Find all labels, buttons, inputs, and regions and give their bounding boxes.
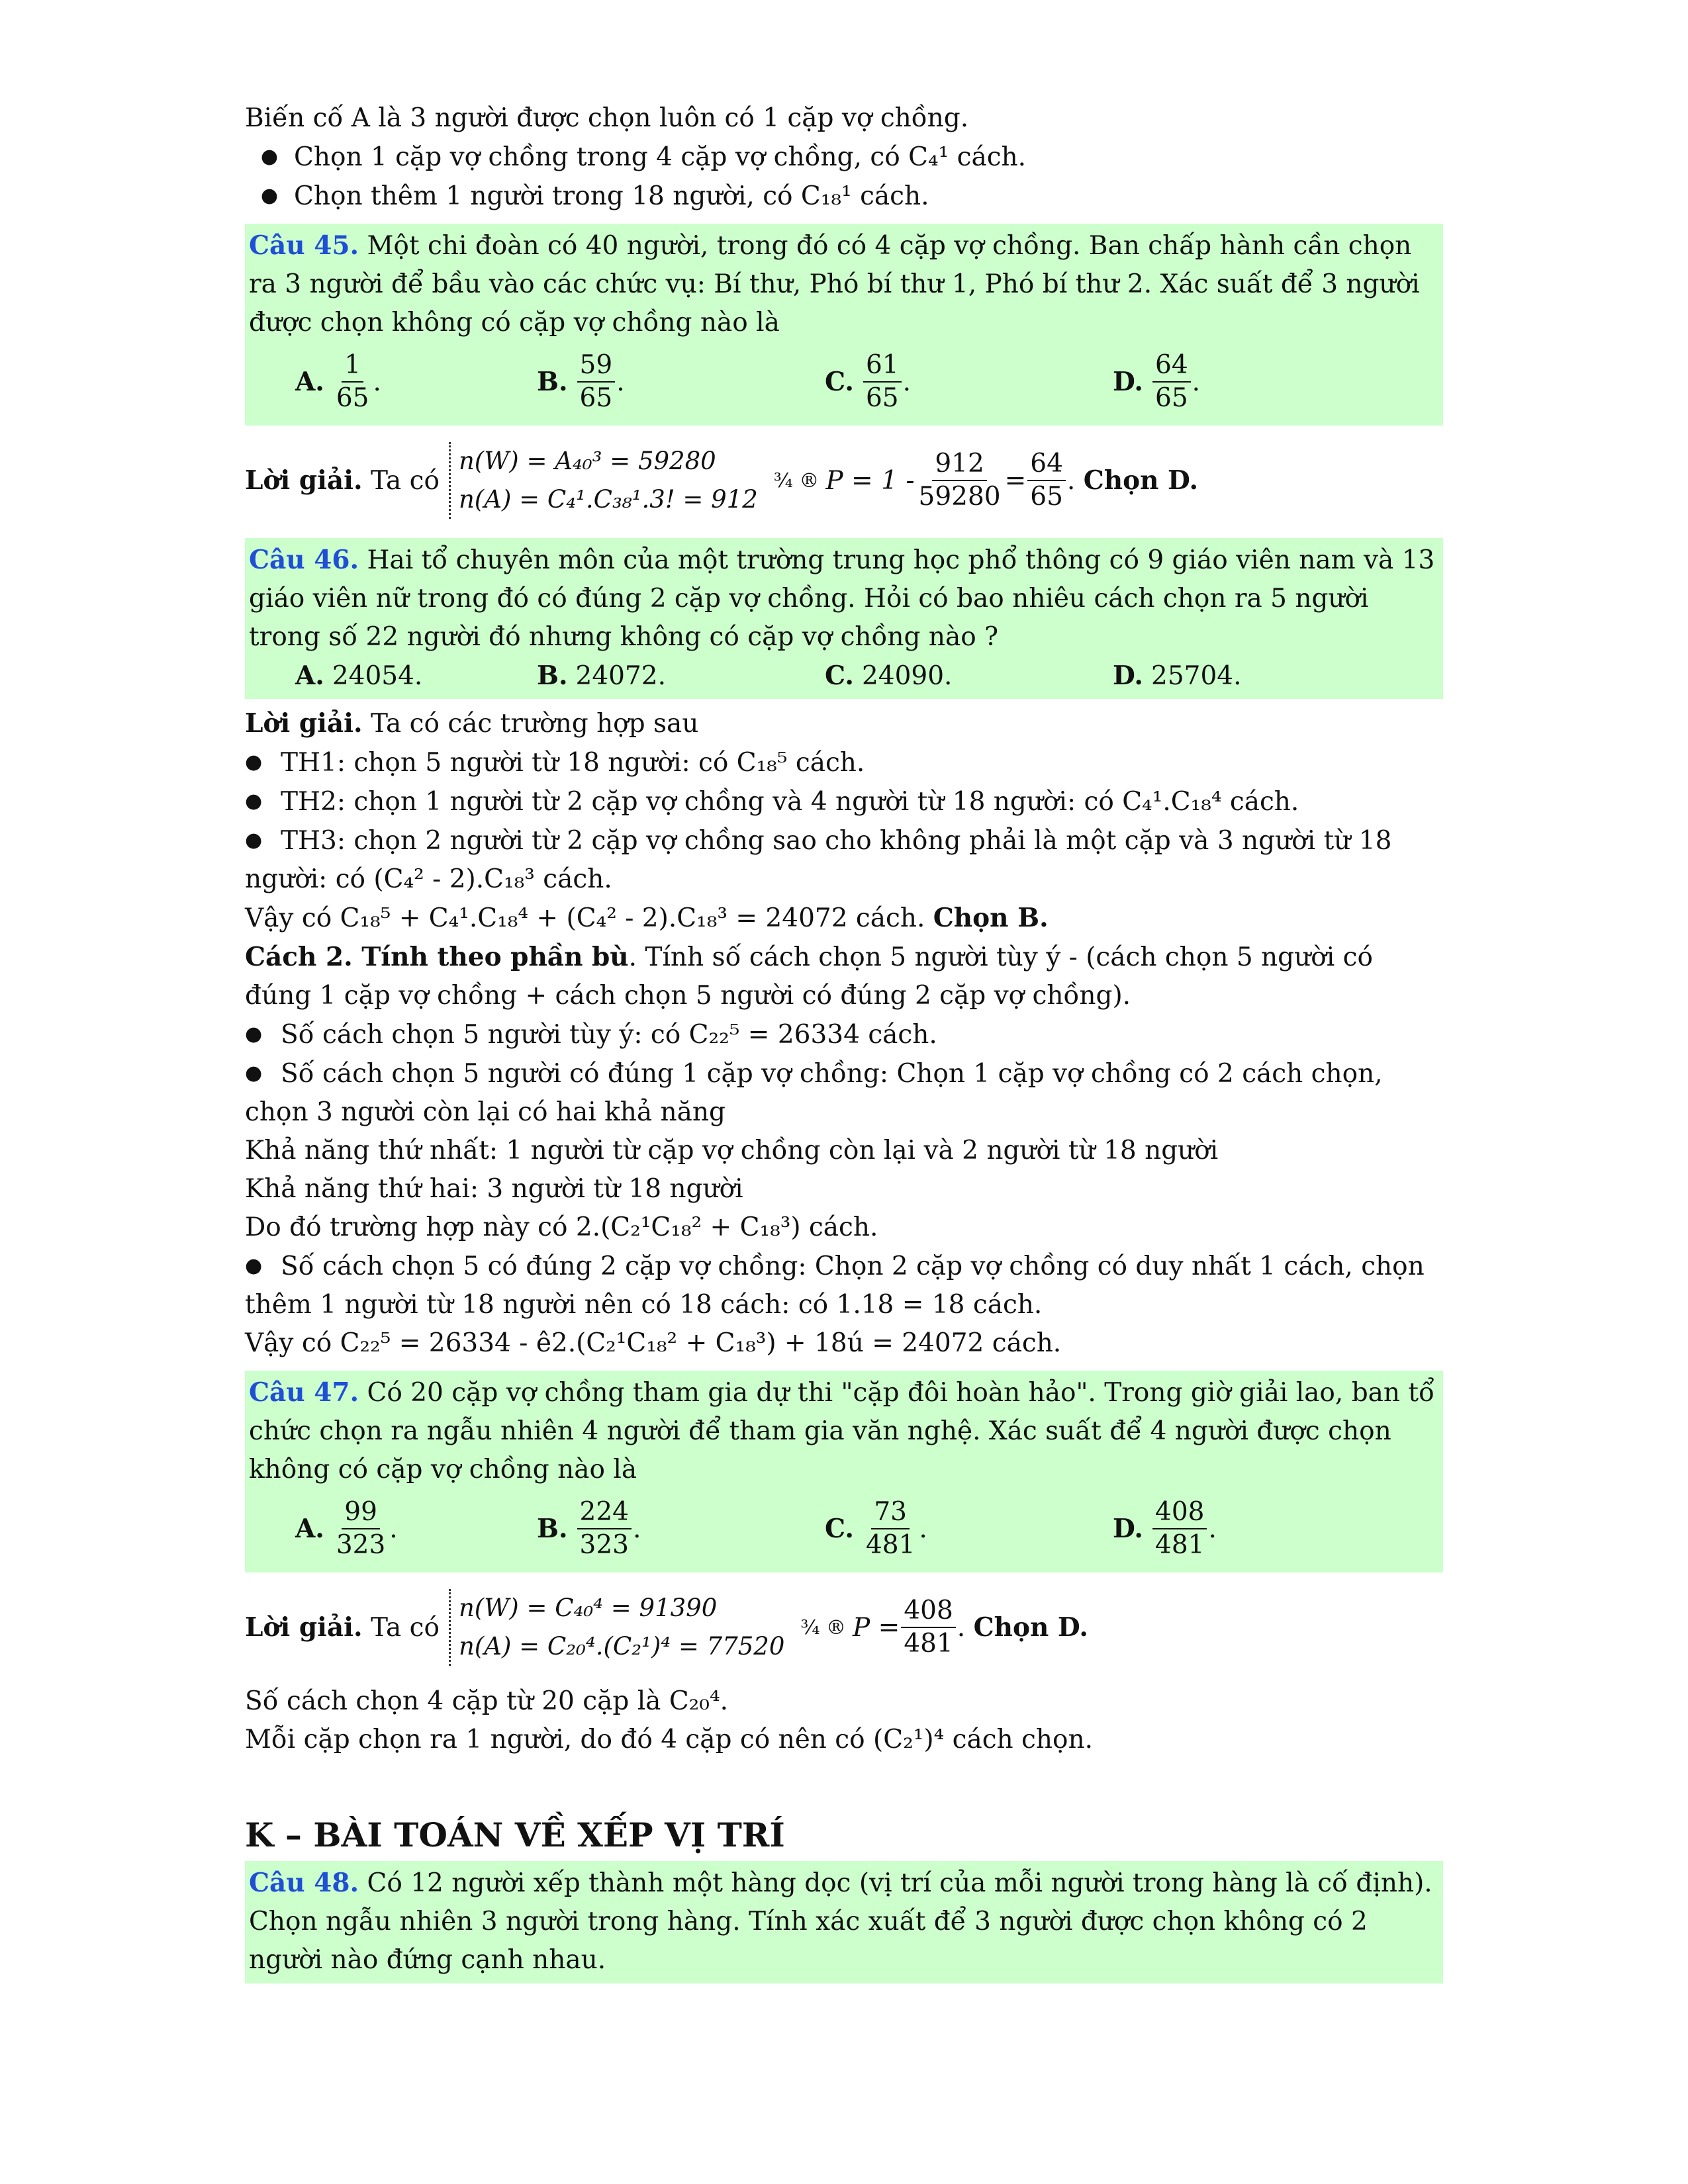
question-47-note-1: Số cách chọn 4 cặp từ 20 cặp là C₂₀⁴. [245,1686,728,1716]
question-47-options [249,1489,1439,1569]
option-c: C. 24090. [825,660,953,691]
option-d: D. $\frac{64}{65}$ . [1113,350,1201,413]
bullet-icon: ● [245,790,263,813]
option-b: B. 24072. [537,660,667,691]
question-46-options [249,657,1439,695]
question-47-block [245,1371,1443,1572]
possibility-1: Khả năng thứ nhất: 1 người từ cặp vợ chồng còn lại và 2 người từ 18 người [245,1136,1219,1165]
option-a: A. $\frac{1}{65}$ . [295,350,381,413]
intro-bullet-1: ● Chọn 1 cặp vợ chồng trong 4 cặp vợ chồng, có C₄¹ cách. [245,138,1443,177]
method-2-bullet-3: ● Số cách chọn 5 có đúng 2 cặp vợ chồng: Chọn 2 cặp vợ chồng có duy nhất 1 cách, chọn thêm 1 người từ 18 người nên có 18 cách: có 1.18 = 18 cách. [245,1247,1443,1324]
implies-symbol: ¾ ® [800,1615,846,1639]
fraction: $\frac{64}{65}$ [1027,448,1066,513]
question-47-text: Câu 47. Có 20 cặp vợ chồng tham gia dự thi "cặp đôi hoàn hảo". Trong giờ giải lao, ban tổ chức chọn ra ngẫu nhiên 4 người để tham gia văn nghệ. Xác suất để 4 người được chọn không có cặp vợ chồng nào là [249,1377,1434,1484]
question-label: Câu 46. [249,545,359,575]
question-47-solution: Lời giải. Ta có n(W) = C₄₀⁴ = 91390 n(A) = C₂₀⁴.(C₂¹)⁴ = 77520 ¾ ® P = $\frac{408}{481}$ . Chọn D. [245,1578,1443,1677]
option-b: B. $\frac{224}{323}$ . [537,1497,641,1560]
question-46-solution-intro: Lời giải. Ta có các trường hợp sau [245,708,699,739]
intro-line: Biến cố A là 3 người được chọn luôn có 1 cặp vợ chồng. [245,103,969,133]
implies-symbol: ¾ ® [773,469,820,492]
option-c: C. $\frac{73}{481}$ . [825,1497,927,1560]
bullet-icon: ● [245,1062,263,1085]
bullet-icon: ● [245,1254,263,1277]
intro-bullet-2: ● Chọn thêm 1 người trong 18 người, có C₁₈¹ cách. [245,177,1443,216]
equation-system: n(W) = C₄₀⁴ = 91390 n(A) = C₂₀⁴.(C₂¹)⁴ = 77520 [449,1589,784,1666]
option-b: B. $\frac{59}{65}$ . [537,350,625,413]
bullet-icon: ● [245,751,263,774]
bullet-icon: ● [260,184,279,207]
question-45-text: Câu 45. Một chi đoàn có 40 người, trong đó có 4 cặp vợ chồng. Ban chấp hành cần chọn ra 3 người để bầu vào các chức vụ: Bí thư, Phó bí thư 1, Phó bí thư 2. Xác suất để 3 người được chọn không có cặp vợ chồng nào là [249,230,1420,338]
method-2-conclusion: Vậy có C₂₂⁵ = 26334 - ê2.(C₂¹C₁₈² + C₁₈³) + 18ú = 24072 cách. [245,1328,1062,1358]
case-2: ● TH2: chọn 1 người từ 2 cặp vợ chồng và 4 người từ 18 người: có C₄¹.C₁₈⁴ cách. [245,782,1443,821]
bullet-icon: ● [245,829,263,852]
question-48-text: Câu 48. Có 12 người xếp thành một hàng dọc (vị trí của mỗi người trong hàng là cố định). Chọn ngẫu nhiên 3 người trong hàng. Tính xác xuất để 3 người được chọn không có 2 người nào đứng cạnh nhau. [249,1868,1432,1975]
question-label: Câu 48. [249,1868,359,1898]
fraction: $\frac{408}{481}$ [901,1595,955,1660]
possibility-2: Khả năng thứ hai: 3 người từ 18 người [245,1174,743,1204]
option-d: D. 25704. [1113,660,1242,691]
question-46-block [245,538,1443,699]
question-46-text: Câu 46. Hai tổ chuyên môn của một trường trung học phổ thông có 9 giáo viên nam và 13 giáo viên nữ trong đó có đúng 2 cặp vợ chồng. Hỏi có bao nhiêu cách chọn ra 5 người trong số 22 người đó nhưng không có cặp vợ chồng nào ? [249,545,1435,652]
question-48-block [245,1861,1443,1983]
question-label: Câu 45. [249,230,359,261]
question-label: Câu 47. [249,1377,359,1408]
bullet-icon: ● [245,1023,263,1046]
question-45-solution: Lời giải. Ta có n(W) = A₄₀³ = 59280 n(A) = C₄¹.C₃₈¹.3! = 912 ¾ ® P = 1 - $\frac{912}{59280}$ = $\frac{64}{65}$ . Chọn D. [245,431,1443,530]
section-heading: K – BÀI TOÁN VỀ XẾP VỊ TRÍ [245,1815,785,1854]
case-count: Do đó trường hợp này có 2.(C₂¹C₁₈² + C₁₈³) cách. [245,1212,878,1242]
question-47-note-2: Mỗi cặp chọn ra 1 người, do đó 4 cặp có nên có (C₂¹)⁴ cách chọn. [245,1725,1094,1754]
method-2: Cách 2. Tính theo phần bù. Tính số cách chọn 5 người tùy ý - (cách chọn 5 người có đúng 1 cặp vợ chồng + cách chọn 5 người có đúng 2 cặp vợ chồng). [245,942,1373,1011]
question-46-conclusion: Vậy có C₁₈⁵ + C₄¹.C₁₈⁴ + (C₄² - 2).C₁₈³ = 24072 cách. Chọn B. [245,903,1049,933]
option-a: A. $\frac{99}{323}$ . [295,1497,398,1560]
case-3: ● TH3: chọn 2 người từ 2 cặp vợ chồng sao cho không phải là một cặp và 3 người từ 18 người: có (C₄² - 2).C₁₈³ cách. [245,821,1443,899]
equation-system: n(W) = A₄₀³ = 59280 n(A) = C₄¹.C₃₈¹.3! = 912 [449,442,758,519]
option-c: C. $\frac{61}{65}$ . [825,350,911,413]
option-a: A. 24054. [295,660,423,691]
question-45-options [249,342,1439,422]
case-1: ● TH1: chọn 5 người từ 18 người: có C₁₈⁵ cách. [245,743,1443,782]
question-45-block [245,224,1443,426]
bullet-icon: ● [260,145,279,168]
method-2-bullet-1: ● Số cách chọn 5 người tùy ý: có C₂₂⁵ = 26334 cách. [245,1015,1443,1054]
method-2-bullet-2: ● Số cách chọn 5 người có đúng 1 cặp vợ chồng: Chọn 1 cặp vợ chồng có 2 cách chọn, chọn 3 người còn lại có hai khả năng [245,1054,1443,1132]
option-d: D. $\frac{408}{481}$ . [1113,1497,1217,1560]
fraction: $\frac{912}{59280}$ [918,449,1001,512]
document-page [245,99,1443,1989]
